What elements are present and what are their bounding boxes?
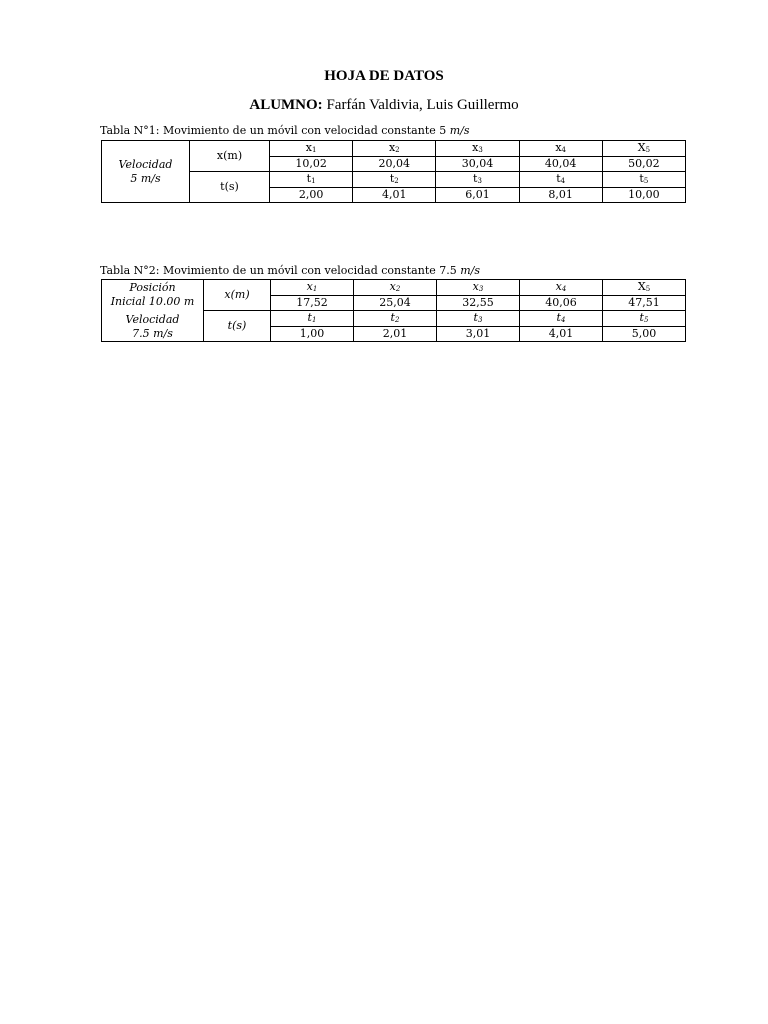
table-row (102, 141, 686, 157)
student-line (0, 97, 768, 114)
table2-caption-text: Tabla N°2: Movimiento de un móvil con velocidad constante 7.5 (100, 264, 461, 277)
table2-x-value: 47,51 (603, 295, 686, 311)
student-name: Farfán Valdivia, Luis Guillermo (322, 97, 519, 113)
table2-x-header: $x_2$ (354, 280, 437, 296)
table1-t-header: $t_3$ (436, 172, 519, 188)
table2-t-header: $t_5$ (603, 311, 686, 327)
table-row (102, 280, 686, 296)
table2-side-top-line1: Posición (129, 281, 176, 295)
table2-t-header: $t_2$ (354, 311, 437, 327)
table1-x-value: 20,04 (353, 156, 436, 172)
table2-caption (100, 264, 480, 277)
table1-t-header: $t_2$ (353, 172, 436, 188)
table1-x-header: $x_4$ (519, 141, 602, 157)
table1-t-value: 6,01 (436, 187, 519, 203)
table2-x-value: 25,04 (354, 295, 437, 311)
table1 (101, 140, 686, 203)
table2-x-value: 32,55 (437, 295, 520, 311)
table2-side-bottom-line2: 7.5 m/s (132, 327, 173, 340)
table1-t-header: $t_5$ (602, 172, 685, 188)
table1-x-header: $x_3$ (436, 141, 519, 157)
table1-x-value: 40,04 (519, 156, 602, 172)
table2-t-value: 2,01 (354, 326, 437, 342)
table1-t-header: $t_4$ (519, 172, 602, 188)
table2-caption-unit: m/s (460, 264, 481, 277)
table2-t-value: 5,00 (603, 326, 686, 342)
table1-x-value: 30,04 (436, 156, 519, 172)
student-label: ALUMNO: (249, 97, 323, 113)
table2-t-header: $t_1$ (271, 311, 354, 327)
table1-t-header: $t_1$ (270, 172, 353, 188)
table1-x-value: 50,02 (602, 156, 685, 172)
table1-caption-unit: m/s (449, 124, 470, 137)
table2-t-label: t(s) (204, 311, 271, 342)
table2 (101, 279, 686, 342)
table2-x-header: $X_5$ (603, 280, 686, 296)
table2-x-header: $x_4$ (520, 280, 603, 296)
table1-x-label: x(m) (190, 141, 270, 172)
table1-t-value: 2,00 (270, 187, 353, 203)
table1-caption (100, 124, 470, 137)
table2-t-header: $t_4$ (520, 311, 603, 327)
table1-x-header: $X_5$ (602, 141, 685, 157)
table2-t-header: $t_3$ (437, 311, 520, 327)
table-row (102, 311, 686, 327)
table2-x-header: $x_1$ (271, 280, 354, 296)
table1-t-value: 10,00 (602, 187, 685, 203)
table1-t-label: t(s) (190, 172, 270, 203)
table1-t-value: 4,01 (353, 187, 436, 203)
table2-x-value: 17,52 (271, 295, 354, 311)
table1-x-header: $x_1$ (270, 141, 353, 157)
table-row (102, 172, 686, 188)
table1-side-label (102, 141, 190, 203)
table2-side-top (102, 280, 204, 311)
table1-x-value: 10,02 (270, 156, 353, 172)
table2-side-bottom (102, 311, 204, 342)
table2-x-label: x(m) (204, 280, 271, 311)
table2-t-value: 4,01 (520, 326, 603, 342)
table2-t-value: 1,00 (271, 326, 354, 342)
table1-t-value: 8,01 (519, 187, 602, 203)
table1-side-line2: 5 m/s (130, 171, 161, 185)
table2-side-bottom-line1: Velocidad (125, 313, 180, 326)
table1-x-header: $x_2$ (353, 141, 436, 157)
table2-t-value: 3,01 (437, 326, 520, 342)
page-title: HOJA DE DATOS (324, 68, 444, 84)
table2-x-value: 40,06 (520, 295, 603, 311)
table1-side-line1: Velocidad (118, 157, 173, 171)
table1-caption-text: Tabla N°1: Movimiento de un móvil con velocidad constante 5 (100, 124, 450, 137)
table2-side-top-line2: Inicial 10.00 m (110, 295, 195, 309)
table2-x-header: $x_3$ (437, 280, 520, 296)
